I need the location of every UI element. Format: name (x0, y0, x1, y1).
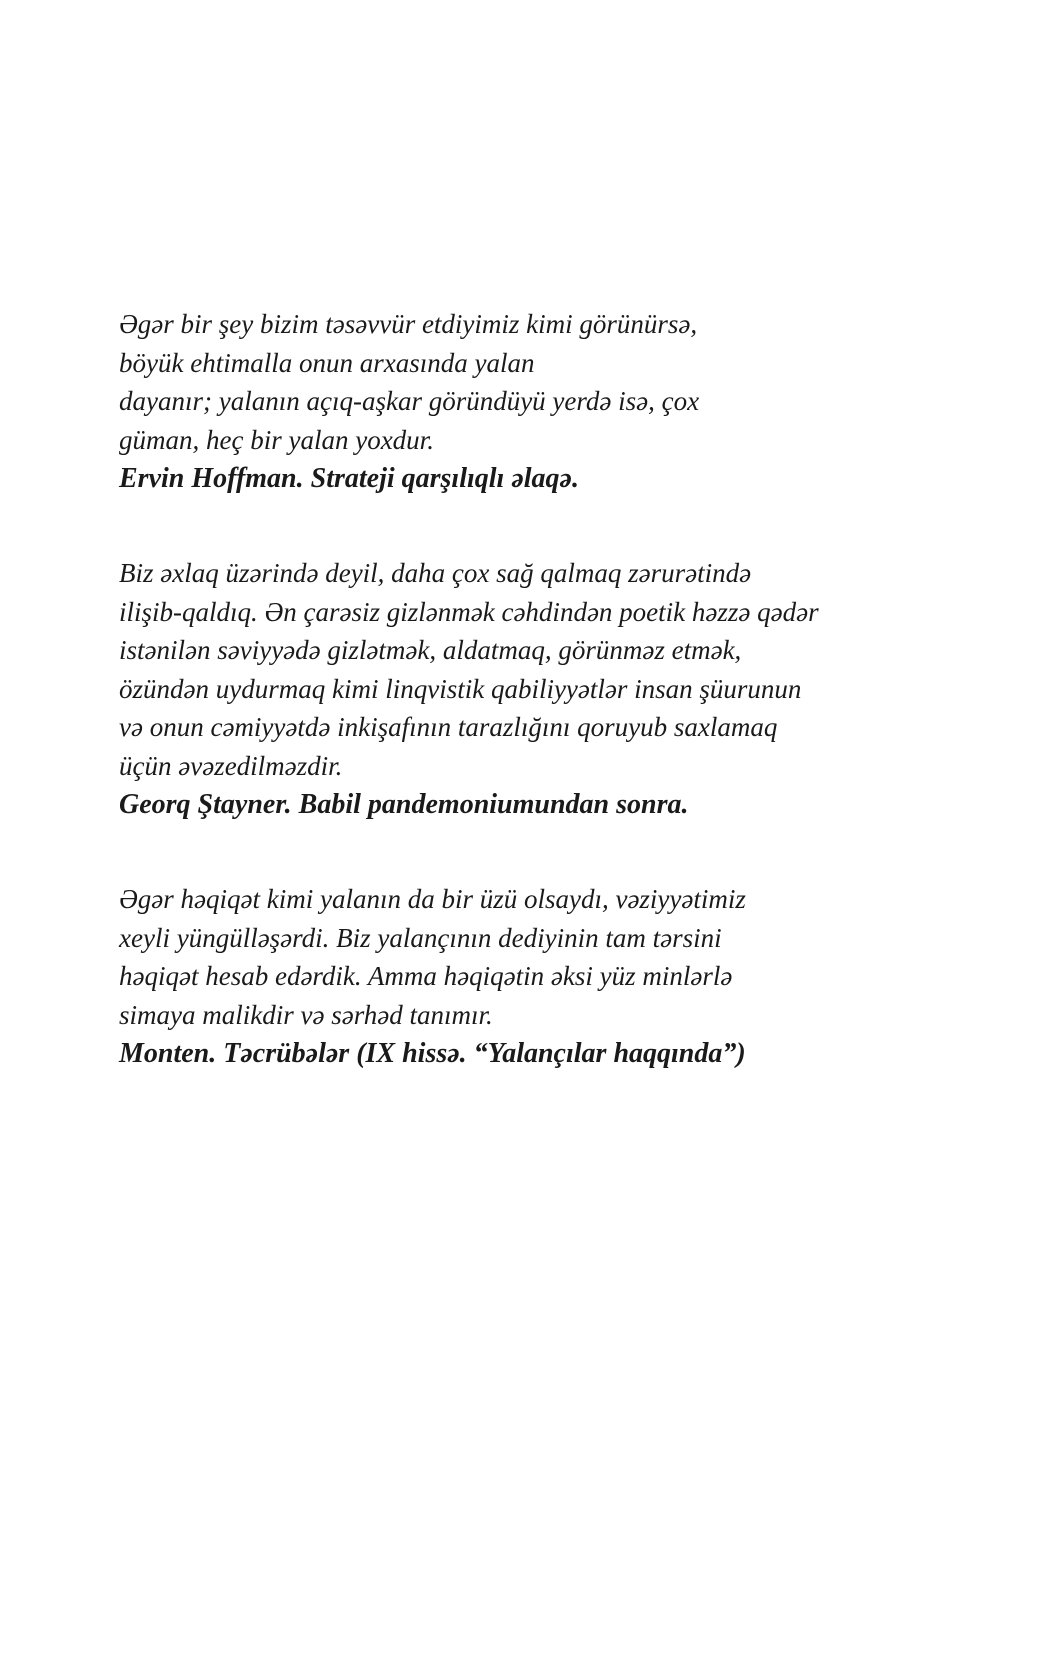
epigraph-montaigne (119, 880, 999, 1074)
quote-line: böyük ehtimalla onun arxasında yalan (119, 347, 535, 378)
quote-line: və onun cəmiyyətdə inkişafının tarazlığını qoruyub saxlamaq (119, 712, 778, 742)
quote-line: Əgər həqiqət kimi yalanın da bir üzü olsaydı, vəziyyətimiz (119, 884, 746, 914)
quote-line: özündən uydurmaq kimi linqvistik qabiliyyətlər insan şüurunun (119, 673, 802, 704)
quote-line: istənilən səviyyədə gizlətmək, aldatmaq, görünməz etmək, (119, 635, 742, 665)
epigraph-hoffman (119, 305, 999, 499)
quote-line: simaya malikdir və sərhəd tanımır. (119, 999, 493, 1030)
quote-line: həqiqət hesab edərdik. Amma həqiqətin əksi yüz minlərlə (119, 961, 733, 991)
epigraphs-section (119, 305, 999, 1129)
quote-attribution: Monten. Təcrübələr (IX hissə. “Yalançılar haqqında”) (119, 1038, 746, 1069)
quote-line: üçün əvəzedilməzdir. (119, 750, 343, 781)
quote-line: dayanır; yalanın açıq-aşkar göründüyü yerdə isə, çox (119, 386, 700, 416)
epigraph-steiner (119, 554, 999, 825)
quote-line: ilişib-qaldıq. Ən çarəsiz gizlənmək cəhdindən poetik həzzə qədər (119, 596, 819, 627)
quote-attribution: Ervin Hoffman. Strateji qarşılıqlı əlaqə. (119, 463, 579, 494)
quote-attribution: Georq Ştayner. Babil pandemoniumundan sonra. (119, 789, 689, 820)
quote-line: xeyli yüngülləşərdi. Biz yalançının dediyinin tam tərsini (119, 922, 722, 953)
quote-line: güman, heç bir yalan yoxdur. (119, 424, 434, 455)
quote-line: Əgər bir şey bizim təsəvvür etdiyimiz kimi görünürsə, (119, 309, 698, 339)
quote-line: Biz əxlaq üzərində deyil, daha çox sağ qalmaq zərurətində (119, 558, 752, 588)
